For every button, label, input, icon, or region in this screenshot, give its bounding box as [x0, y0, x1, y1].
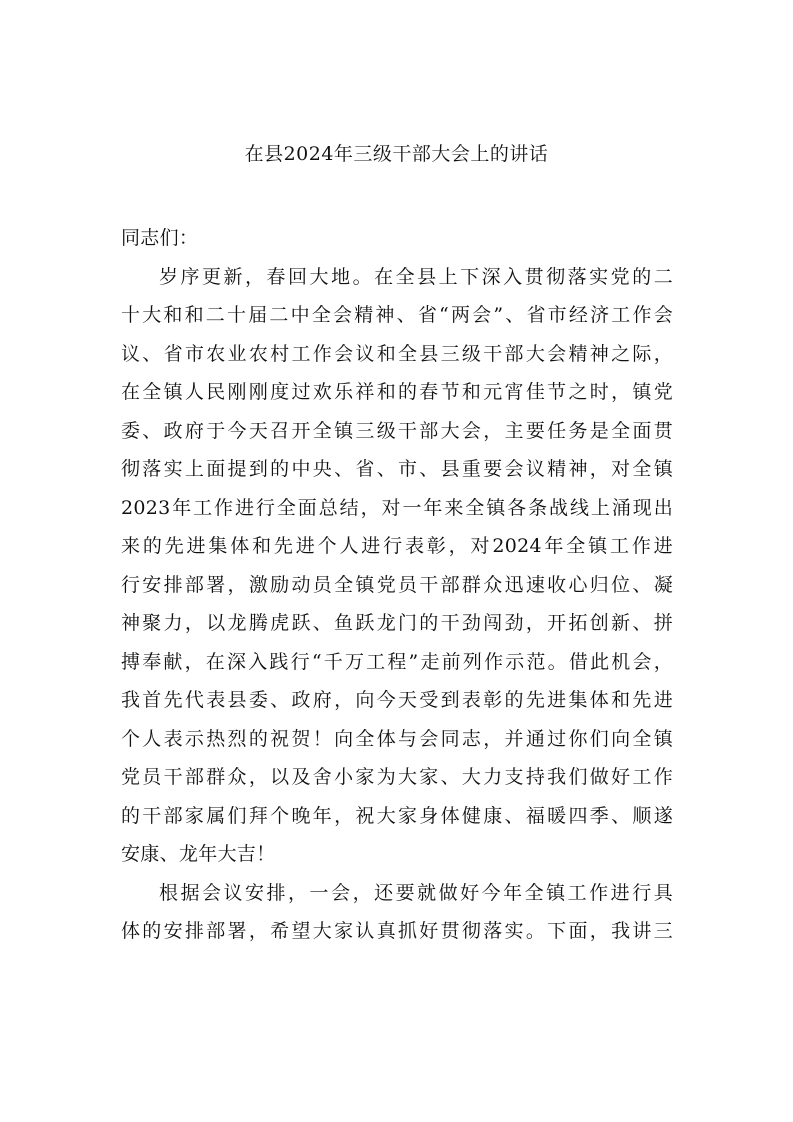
paragraph-line: 行安排部署，激励动员全镇党员干部群众迅速收心归位、凝	[121, 573, 673, 596]
paragraph-line: 我首先代表县委、政府，向今天受到表彰的先进集体和先进	[121, 689, 673, 711]
paragraph-line: 体的安排部署，希望大家认真抓好贯彻落实。下面，我讲三	[121, 920, 673, 942]
document-body	[121, 219, 673, 951]
paragraph-line: 委、政府于今天召开全镇三级干部大会，主要任务是全面贯	[121, 419, 673, 442]
paragraph-line: 岁序更新，春回大地。在全县上下深入贯彻落实党的二	[159, 265, 673, 288]
paragraph-line: 个人表示热烈的祝贺！向全体与会同志，并通过你们向全镇	[121, 727, 673, 750]
paragraph-line: 安康、龙年大吉！	[121, 843, 276, 865]
document-title: 在县2024年三级干部大会上的讲话	[244, 143, 549, 165]
paragraph-line: 彻落实上面提到的中央、省、市、县重要会议精神，对全镇	[121, 458, 673, 480]
paragraph-line: 搏奉献，在深入践行“千万工程”走前列作示范。借此机会，	[121, 650, 673, 673]
paragraph-line: 神聚力，以龙腾虎跃、鱼跃龙门的干劲闯劲，开拓创新、拼	[121, 612, 673, 634]
salutation: 同志们：	[121, 227, 199, 249]
paragraph-line: 十大和和二十届二中全会精神、省“两会”、省市经济工作会	[121, 304, 673, 326]
paragraph-line: 在全镇人民刚刚度过欢乐祥和的春节和元宵佳节之时，镇党	[121, 381, 673, 403]
paragraph-line: 根据会议安排，一会，还要就做好今年全镇工作进行具	[159, 881, 673, 904]
paragraph-line: 2023年工作进行全面总结，对一年来全镇各条战线上涌现出	[121, 496, 673, 519]
paragraph-line: 议、省市农业农村工作会议和全县三级干部大会精神之际，	[121, 342, 673, 365]
paragraph-line: 党员干部群众，以及舍小家为大家、大力支持我们做好工作	[121, 766, 673, 788]
paragraph-line: 来的先进集体和先进个人进行表彰，对2024年全镇工作进	[121, 535, 673, 557]
paragraph-line: 的干部家属们拜个晚年，祝大家身体健康、福暖四季、顺遂	[121, 804, 673, 827]
